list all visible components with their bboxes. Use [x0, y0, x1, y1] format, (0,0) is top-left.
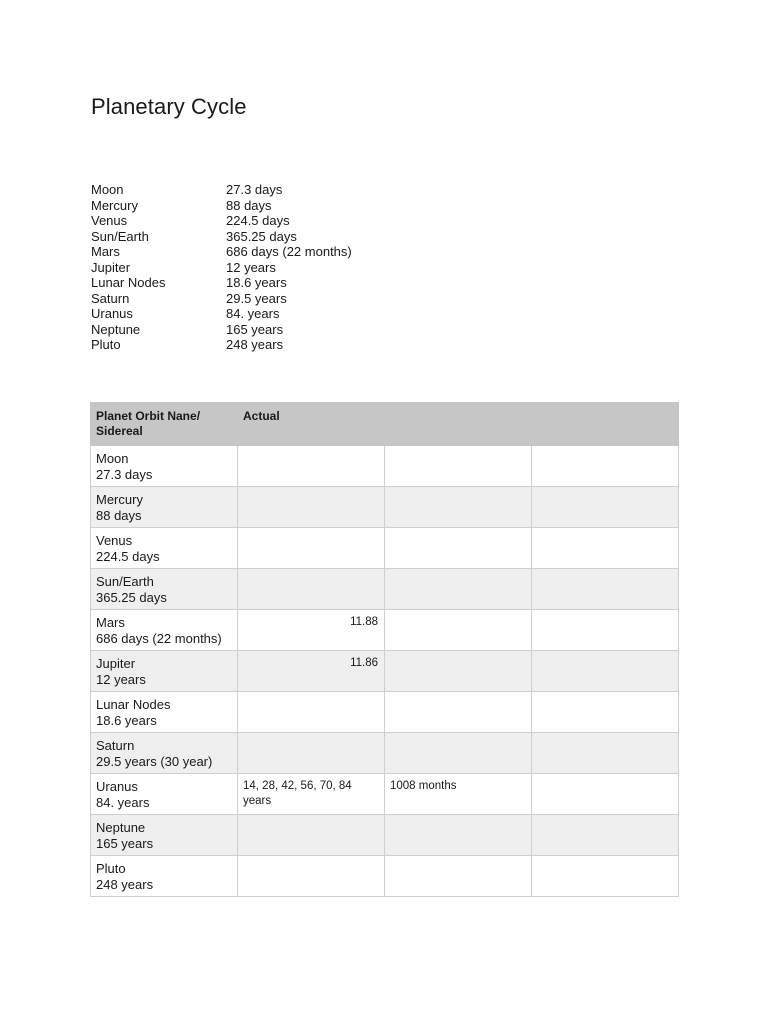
- cell-column-4: [532, 446, 679, 487]
- planet-period: 248 years: [226, 337, 284, 352]
- cell-planet-period: 88 days: [96, 507, 142, 523]
- cell-planet-name: Mars: [96, 615, 125, 630]
- cell-column-4: [532, 733, 679, 774]
- cell-column-4: [532, 815, 679, 856]
- planet-period: 224.5 days: [226, 213, 290, 228]
- cell-column-3: [385, 446, 532, 487]
- page-title: Planetary Cycle: [91, 94, 247, 119]
- cell-column-3: [385, 856, 532, 897]
- planet-name: Sun/Earth: [91, 228, 149, 244]
- cell-planet: [91, 569, 238, 610]
- table-row: [91, 487, 679, 528]
- cell-planet: [91, 651, 238, 692]
- header-actual: Actual: [238, 403, 385, 446]
- table-row: [91, 610, 679, 651]
- table-row: [91, 446, 679, 487]
- cell-actual: [238, 528, 385, 569]
- cell-planet-period: 248 years: [96, 876, 154, 892]
- cell-planet-name: Sun/Earth: [96, 574, 154, 589]
- list-item: [91, 213, 491, 229]
- planet-orbit-table-wrapper: [90, 402, 679, 897]
- cell-column-3: [385, 692, 532, 733]
- cell-planet: [91, 692, 238, 733]
- planet-name: Mercury: [91, 197, 138, 213]
- cell-planet: [91, 774, 238, 815]
- planet-name: Moon: [91, 182, 124, 197]
- cell-column-3: [385, 487, 532, 528]
- cell-planet-name: Uranus: [96, 779, 138, 794]
- planet-period: 84. years: [226, 306, 280, 321]
- cell-planet: [91, 446, 238, 487]
- cell-column-3: [385, 815, 532, 856]
- table-row: [91, 692, 679, 733]
- cell-planet-name: Jupiter: [96, 656, 136, 671]
- cell-column-4: [532, 692, 679, 733]
- header-line: Sidereal: [96, 424, 143, 438]
- list-item: [91, 198, 491, 214]
- cell-column-3: 1008 months: [385, 774, 532, 815]
- table-row: [91, 774, 679, 815]
- cell-planet-period: 18.6 years: [96, 712, 157, 728]
- cell-planet-period: 27.3 days: [96, 466, 153, 482]
- table-row: [91, 651, 679, 692]
- planet-orbit-table: [90, 402, 679, 897]
- cell-planet-period: 165 years: [96, 835, 154, 851]
- cell-planet-name: Lunar Nodes: [96, 697, 171, 712]
- table-row: [91, 569, 679, 610]
- cell-column-3: [385, 610, 532, 651]
- list-item: [91, 306, 491, 322]
- list-item: [91, 275, 491, 291]
- cell-planet-period: 84. years: [96, 794, 150, 810]
- header-column-4: [532, 403, 679, 446]
- cell-actual: [238, 569, 385, 610]
- cell-column-3: [385, 733, 532, 774]
- header-planet-orbit-name: [91, 403, 238, 446]
- table-row: [91, 856, 679, 897]
- cell-planet: [91, 610, 238, 651]
- cell-column-3: [385, 569, 532, 610]
- planet-name: Pluto: [91, 337, 121, 352]
- cell-column-4: [532, 528, 679, 569]
- cell-actual: [238, 446, 385, 487]
- planet-period: 686 days (22 months): [226, 244, 352, 259]
- planet-cycle-list: [91, 182, 491, 353]
- cell-actual: [238, 856, 385, 897]
- cell-planet-period: 365.25 days: [96, 589, 167, 605]
- planet-period: 12 years: [226, 259, 276, 275]
- planet-period: 27.3 days: [226, 182, 283, 197]
- list-item: [91, 260, 491, 276]
- cell-planet: [91, 815, 238, 856]
- cell-column-3: [385, 528, 532, 569]
- cell-planet-name: Neptune: [96, 820, 146, 835]
- list-item: [91, 182, 491, 198]
- planet-name: Jupiter: [91, 259, 131, 275]
- planet-period: 29.5 years: [226, 290, 287, 306]
- planet-name: Saturn: [91, 290, 130, 306]
- cell-planet: [91, 856, 238, 897]
- planet-period: 165 years: [226, 321, 284, 337]
- table-row: [91, 528, 679, 569]
- table-row: [91, 815, 679, 856]
- cell-column-4: [532, 774, 679, 815]
- cell-actual: 14, 28, 42, 56, 70, 84 years: [238, 774, 385, 815]
- list-item: [91, 229, 491, 245]
- cell-column-4: [532, 610, 679, 651]
- cell-planet: [91, 487, 238, 528]
- planet-name: Neptune: [91, 321, 141, 337]
- header-line: Planet Orbit Nane/: [96, 409, 201, 423]
- planet-name: Venus: [91, 213, 128, 228]
- cell-planet: [91, 733, 238, 774]
- cell-actual: [238, 733, 385, 774]
- planet-name: Uranus: [91, 306, 133, 321]
- planet-period: 365.25 days: [226, 228, 297, 244]
- cell-planet-period: 29.5 years (30 year): [96, 753, 213, 769]
- cell-column-4: [532, 856, 679, 897]
- cell-actual: [238, 815, 385, 856]
- list-item: [91, 337, 491, 353]
- table-row: [91, 733, 679, 774]
- cell-actual: 11.86: [238, 651, 385, 692]
- cell-planet-name: Mercury: [96, 492, 143, 507]
- table-header-row: [91, 403, 679, 446]
- cell-planet-period: 12 years: [96, 671, 146, 687]
- header-column-3: [385, 403, 532, 446]
- cell-planet-name: Pluto: [96, 861, 126, 876]
- cell-planet: [91, 528, 238, 569]
- cell-actual: [238, 487, 385, 528]
- cell-actual: 11.88: [238, 610, 385, 651]
- planet-name: Lunar Nodes: [91, 275, 166, 290]
- cell-column-3: [385, 651, 532, 692]
- list-item: [91, 291, 491, 307]
- cell-planet-name: Saturn: [96, 738, 135, 753]
- cell-planet-name: Moon: [96, 451, 129, 466]
- planet-name: Mars: [91, 244, 120, 259]
- planet-period: 18.6 years: [226, 275, 287, 290]
- planet-period: 88 days: [226, 197, 272, 213]
- cell-planet-name: Venus: [96, 533, 133, 548]
- cell-planet-period: 224.5 days: [96, 548, 160, 564]
- cell-actual: [238, 692, 385, 733]
- cell-planet-period: 686 days (22 months): [96, 630, 222, 646]
- cell-column-4: [532, 651, 679, 692]
- cell-column-4: [532, 569, 679, 610]
- list-item: [91, 244, 491, 260]
- list-item: [91, 322, 491, 338]
- cell-column-4: [532, 487, 679, 528]
